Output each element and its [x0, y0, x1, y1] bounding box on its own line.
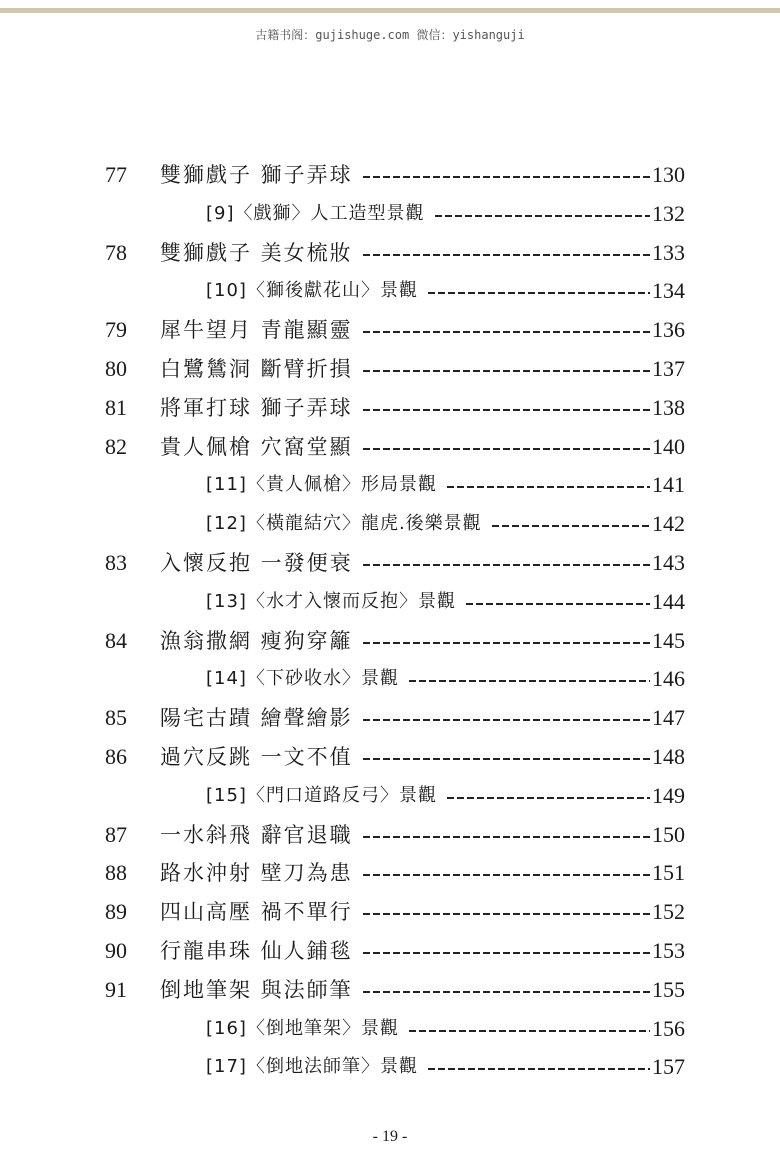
page-header: 古籍书阁：gujishuge.com 微信：yishanguji [255, 28, 525, 42]
entry-title: [11]〈貴人佩槍〉形局景觀 [206, 474, 437, 496]
entry-page: 153 [652, 937, 685, 963]
entry-title: 倒地筆架 與法師筆 [160, 977, 353, 1002]
entry-number: 78 [105, 239, 127, 265]
toc-subentry [0, 777, 780, 816]
entry-page: 152 [652, 899, 685, 925]
entry-page: 148 [652, 743, 685, 769]
toc-entry [0, 622, 780, 661]
entry-number: 83 [105, 549, 127, 575]
dot-leader [363, 642, 650, 644]
entry-number: 85 [105, 705, 127, 731]
dot-leader [435, 215, 650, 217]
entry-title: [16]〈倒地筆架〉景觀 [206, 1017, 399, 1039]
dot-leader [363, 409, 650, 411]
toc-subentry [0, 195, 780, 234]
toc-entry [0, 234, 780, 273]
entry-page: 151 [652, 860, 685, 886]
entry-page: 155 [652, 976, 685, 1002]
entry-title: [12]〈橫龍結穴〉龍虎.後樂景觀 [206, 513, 482, 535]
entry-number: 87 [105, 821, 127, 847]
entry-page: 146 [652, 666, 685, 692]
entry-page: 147 [652, 705, 685, 731]
entry-page: 134 [652, 278, 685, 304]
entry-title: 陽宅古蹟 繪聲繪影 [160, 706, 353, 731]
entry-number: 91 [105, 976, 127, 1002]
dot-leader [363, 448, 650, 450]
top-rule [0, 8, 780, 13]
entry-page: 156 [652, 1015, 685, 1041]
entry-number: 79 [105, 317, 127, 343]
toc-subentry [0, 1010, 780, 1049]
entry-title: 犀牛望月 青龍顯靈 [160, 318, 353, 343]
entry-number: 80 [105, 355, 127, 381]
entry-title: 漁翁撒網 瘦狗穿籬 [160, 628, 353, 653]
toc-entry [0, 854, 780, 893]
dot-leader [363, 952, 650, 954]
entry-title: 雙獅戲子 獅子弄球 [160, 163, 353, 187]
toc-subentry [0, 505, 780, 544]
entry-page: 157 [652, 1054, 685, 1080]
entry-title: 過穴反跳 一文不值 [160, 744, 353, 769]
entry-number: 90 [105, 937, 127, 963]
dot-leader [363, 913, 650, 915]
dot-leader [363, 758, 650, 760]
entry-number: 88 [105, 860, 127, 886]
entry-page: 150 [652, 821, 685, 847]
entry-title: [9]〈戲獅〉人工造型景觀 [206, 202, 425, 224]
dot-leader [363, 176, 650, 178]
dot-leader [492, 525, 650, 527]
table-of-contents [0, 156, 780, 1087]
dot-leader [363, 254, 650, 256]
entry-title: 白鷺鷥洞 斷臂折損 [160, 356, 353, 381]
page-number: - 19 - [372, 1128, 408, 1145]
toc-entry [0, 389, 780, 428]
entry-title: 路水沖射 壁刀為患 [160, 861, 353, 886]
entry-number: 84 [105, 627, 127, 653]
entry-page: 145 [652, 627, 685, 653]
dot-leader [363, 991, 650, 993]
toc-entry [0, 156, 780, 195]
entry-title: [17]〈倒地法師筆〉景觀 [206, 1056, 418, 1078]
toc-entry [0, 738, 780, 777]
entry-title: 貴人佩槍 穴窩堂顯 [160, 434, 353, 459]
entry-number: 89 [105, 899, 127, 925]
entry-number: 82 [105, 433, 127, 459]
toc-entry [0, 428, 780, 467]
dot-leader [447, 797, 650, 799]
entry-title: [10]〈獅後獻花山〉景觀 [206, 280, 418, 302]
entry-number: 77 [105, 162, 127, 187]
entry-number: 81 [105, 394, 127, 420]
toc-entry [0, 311, 780, 350]
dot-leader [409, 1030, 650, 1032]
dot-leader [363, 564, 650, 566]
entry-page: 141 [652, 472, 685, 498]
toc-entry [0, 699, 780, 738]
dot-leader [363, 331, 650, 333]
entry-page: 142 [652, 511, 685, 537]
toc-entry [0, 893, 780, 932]
entry-title: [14]〈下砂收水〉景觀 [206, 668, 399, 690]
dot-leader [363, 370, 650, 372]
entry-page: 138 [652, 394, 685, 420]
entry-page: 137 [652, 355, 685, 381]
entry-page: 130 [652, 162, 685, 187]
toc-subentry [0, 466, 780, 505]
entry-page: 133 [652, 239, 685, 265]
entry-title: [15]〈門口道路反弓〉景觀 [206, 784, 437, 806]
entry-page: 140 [652, 433, 685, 459]
dot-leader [363, 719, 650, 721]
dot-leader [363, 836, 650, 838]
entry-title: 四山高壓 禍不單行 [160, 900, 353, 925]
dot-leader [428, 1068, 650, 1070]
entry-page: 149 [652, 782, 685, 808]
toc-entry [0, 816, 780, 855]
entry-title: 雙獅戲子 美女梳妝 [160, 240, 353, 265]
dot-leader [466, 603, 650, 605]
entry-page: 144 [652, 588, 685, 614]
toc-entry [0, 932, 780, 971]
entry-title: 將軍打球 獅子弄球 [160, 395, 353, 420]
entry-title: 行龍串珠 仙人鋪毯 [160, 938, 353, 963]
dot-leader [428, 292, 650, 294]
entry-page: 136 [652, 317, 685, 343]
toc-subentry [0, 1048, 780, 1087]
dot-leader [447, 486, 650, 488]
toc-entry [0, 544, 780, 583]
toc-subentry [0, 583, 780, 622]
dot-leader [409, 680, 650, 682]
toc-entry [0, 350, 780, 389]
entry-title: [13]〈水才入懷而反抱〉景觀 [206, 590, 456, 612]
entry-title: 一水斜飛 辭官退職 [160, 822, 353, 847]
entry-page: 132 [652, 200, 685, 226]
entry-number: 86 [105, 743, 127, 769]
entry-title: 入懷反抱 一發便衰 [160, 550, 353, 575]
toc-subentry [0, 660, 780, 699]
toc-subentry [0, 272, 780, 311]
entry-page: 143 [652, 549, 685, 575]
toc-entry [0, 971, 780, 1010]
dot-leader [363, 874, 650, 876]
